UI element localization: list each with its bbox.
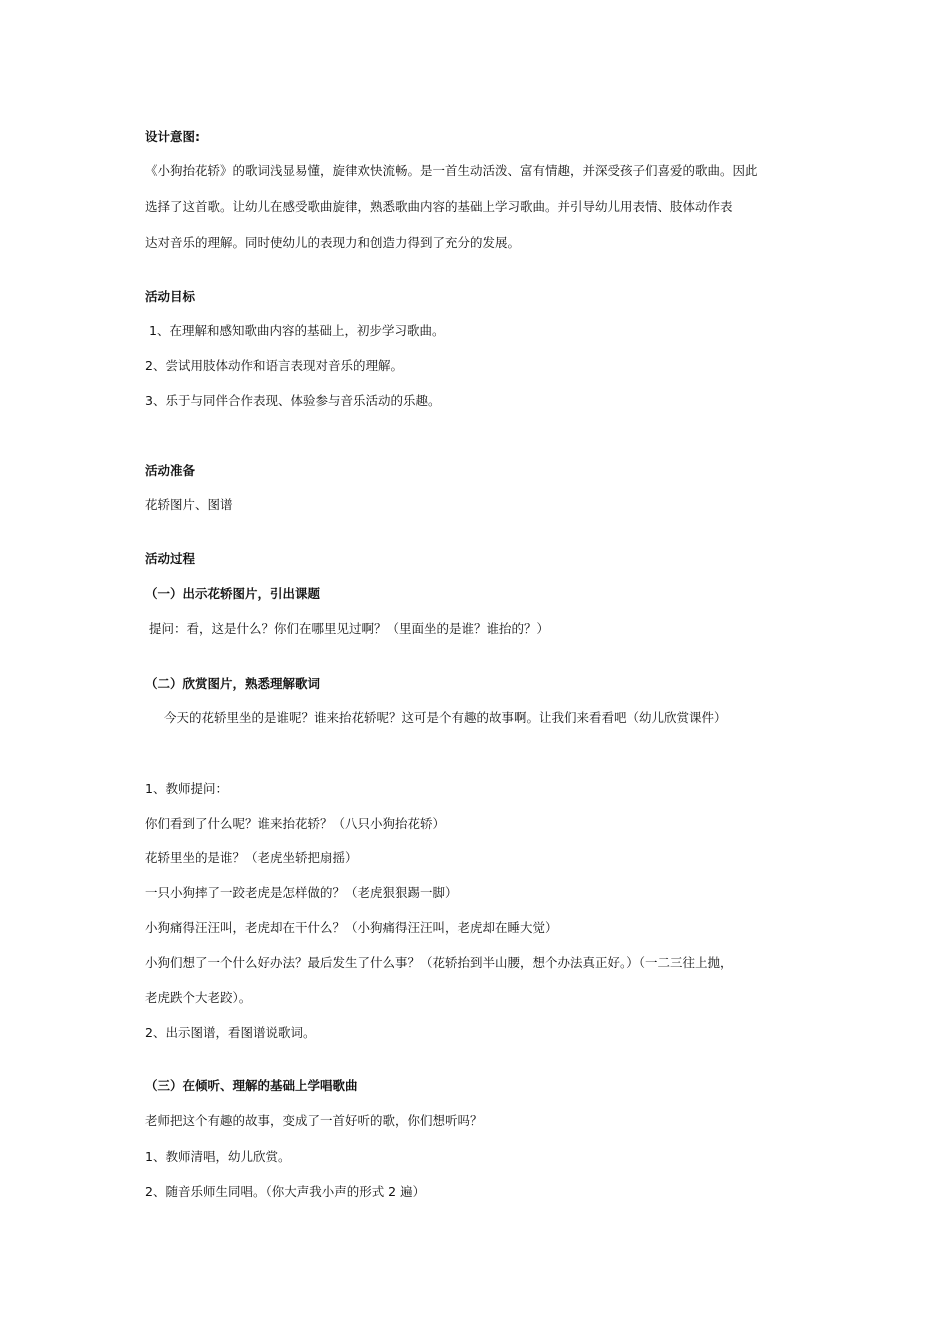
step2-question: 小狗痛得汪汪叫，老虎却在干什么？（小狗痛得汪汪叫，老虎却在睡大觉） bbox=[145, 920, 558, 935]
goals-heading: 活动目标 bbox=[145, 289, 196, 304]
goal-item: 3、乐于与同伴合作表现、体验参与音乐活动的乐趣。 bbox=[145, 393, 441, 408]
step2-intro: 今天的花轿里坐的是谁呢？谁来抬花轿呢？这可是个有趣的故事啊。让我们来看看吧（幼儿欣赏课件） bbox=[164, 710, 727, 725]
step2-title: （二）欣赏图片，熟悉理解歌词 bbox=[145, 676, 321, 691]
design-paragraph-line: 《小狗抬花轿》的歌词浅显易懂，旋律欢快流畅。是一首生动活泼、富有情趣，并深受孩子们喜爱的歌曲。因此 bbox=[145, 163, 758, 178]
prep-text: 花轿图片、图谱 bbox=[145, 497, 233, 512]
step1-text: 提问：看，这是什么？你们在哪里见过啊？（里面坐的是谁？谁抬的？） bbox=[149, 621, 550, 636]
design-heading: 设计意图: bbox=[145, 129, 200, 144]
design-paragraph-line: 选择了这首歌。让幼儿在感受歌曲旋律，熟悉歌曲内容的基础上学习歌曲。并引导幼儿用表情、肢体动作表 bbox=[145, 199, 733, 214]
step2-question-heading: 1、教师提问： bbox=[145, 781, 228, 796]
design-paragraph-line: 达对音乐的理解。同时使幼儿的表现力和创造力得到了充分的发展。 bbox=[145, 235, 521, 250]
step2-question: 老虎跌个大老跤）。 bbox=[145, 990, 252, 1005]
step3-title: （三）在倾听、理解的基础上学唱歌曲 bbox=[145, 1078, 358, 1093]
step2-point: 2、出示图谱，看图谱说歌词。 bbox=[145, 1025, 316, 1040]
step2-question: 花轿里坐的是谁？（老虎坐轿把扇摇） bbox=[145, 850, 358, 865]
step3-item: 2、随音乐师生同唱。（你大声我小声的形式 2 遍） bbox=[145, 1184, 426, 1199]
step3-intro: 老师把这个有趣的故事，变成了一首好听的歌，你们想听吗？ bbox=[145, 1113, 483, 1128]
prep-heading: 活动准备 bbox=[145, 463, 196, 478]
goal-item: 2、尝试用肢体动作和语言表现对音乐的理解。 bbox=[145, 358, 403, 373]
step1-title: （一）出示花轿图片，引出课题 bbox=[145, 586, 321, 601]
step2-question: 你们看到了什么呢？谁来抬花轿？（八只小狗抬花轿） bbox=[145, 816, 446, 831]
process-heading: 活动过程 bbox=[145, 551, 196, 566]
goal-item: 1、在理解和感知歌曲内容的基础上，初步学习歌曲。 bbox=[149, 323, 445, 338]
step3-item: 1、教师清唱，幼儿欣赏。 bbox=[145, 1149, 291, 1164]
step2-question: 一只小狗摔了一跤老虎是怎样做的？（老虎狠狠踢一脚） bbox=[145, 885, 458, 900]
step2-question: 小狗们想了一个什么好办法？最后发生了什么事？（花轿抬到半山腰，想个办法真正好。）（一二三往上抛， bbox=[145, 955, 733, 970]
